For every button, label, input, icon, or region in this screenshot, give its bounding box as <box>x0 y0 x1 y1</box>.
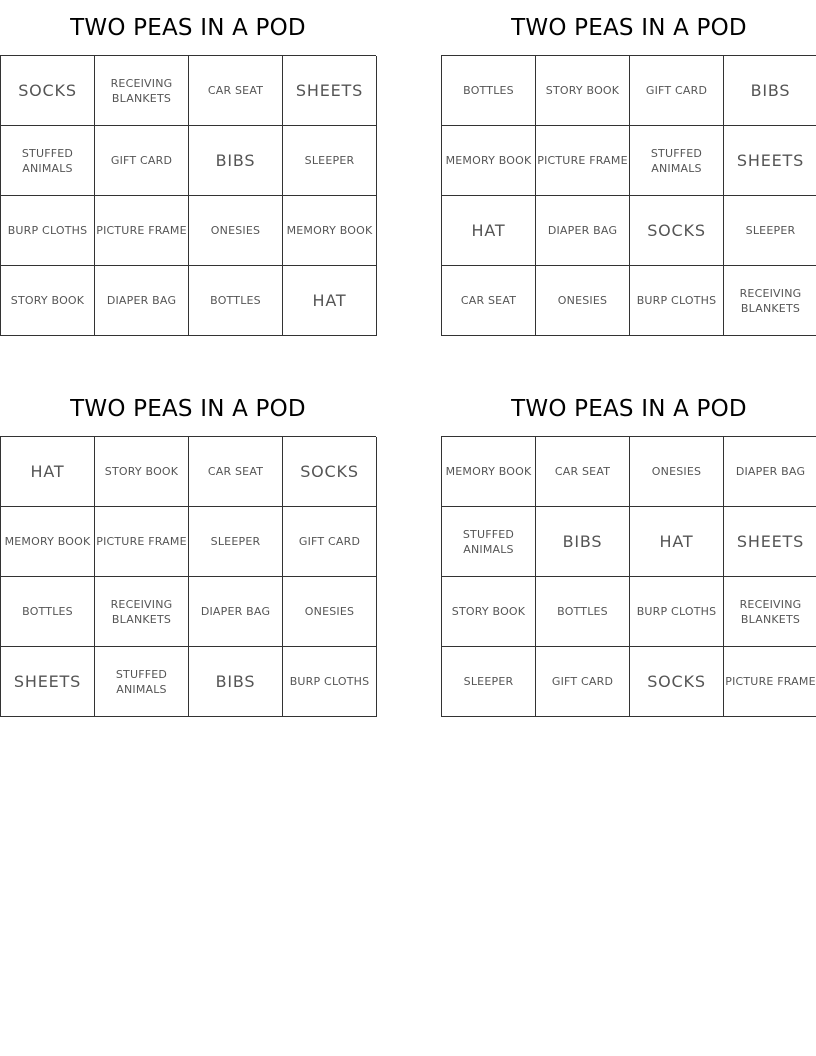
bingo-cell: SLEEPER <box>283 126 377 196</box>
bingo-cell: BIBS <box>189 647 283 717</box>
bingo-cell: CAR SEAT <box>189 437 283 507</box>
bingo-grid <box>441 436 816 717</box>
bingo-cell: HAT <box>630 507 724 577</box>
bingo-cell: RECEIVING BLANKETS <box>95 56 189 126</box>
bingo-cell: GIFT CARD <box>630 56 724 126</box>
bingo-cell: STUFFED ANIMALS <box>95 647 189 717</box>
bingo-cell: SHEETS <box>724 126 816 196</box>
bingo-cell: MEMORY BOOK <box>1 507 95 577</box>
card-title: TWO PEAS IN A POD <box>70 15 306 41</box>
bingo-cell: CAR SEAT <box>442 266 536 336</box>
bingo-cell: ONESIES <box>283 577 377 647</box>
bingo-cell: HAT <box>442 196 536 266</box>
bingo-cell: HAT <box>283 266 377 336</box>
bingo-cell: STUFFED ANIMALS <box>630 126 724 196</box>
bingo-cell: GIFT CARD <box>95 126 189 196</box>
bingo-grid <box>0 55 376 336</box>
bingo-cell: STORY BOOK <box>95 437 189 507</box>
bingo-cell: SHEETS <box>724 507 816 577</box>
bingo-cell: STORY BOOK <box>536 56 630 126</box>
bingo-cell: CAR SEAT <box>189 56 283 126</box>
bingo-cell: BOTTLES <box>442 56 536 126</box>
bingo-cell: GIFT CARD <box>536 647 630 717</box>
bingo-card-3 <box>0 381 376 717</box>
bingo-cell: PICTURE FRAME <box>724 647 816 717</box>
bingo-cell: SOCKS <box>630 196 724 266</box>
bingo-cell: BOTTLES <box>189 266 283 336</box>
bingo-cell: BOTTLES <box>536 577 630 647</box>
bingo-cell: RECEIVING BLANKETS <box>95 577 189 647</box>
bingo-card-4 <box>441 381 816 717</box>
bingo-cell: SOCKS <box>1 56 95 126</box>
bingo-cell: PICTURE FRAME <box>95 507 189 577</box>
bingo-cell: BURP CLOTHS <box>630 577 724 647</box>
bingo-cell: MEMORY BOOK <box>442 126 536 196</box>
bingo-cell: SHEETS <box>283 56 377 126</box>
bingo-cell: STUFFED ANIMALS <box>1 126 95 196</box>
bingo-grid <box>441 55 816 336</box>
card-title: TWO PEAS IN A POD <box>511 396 747 422</box>
bingo-cell: SLEEPER <box>442 647 536 717</box>
bingo-cell: BIBS <box>189 126 283 196</box>
bingo-cell: SOCKS <box>283 437 377 507</box>
bingo-cell: DIAPER BAG <box>95 266 189 336</box>
bingo-cell: BURP CLOTHS <box>1 196 95 266</box>
bingo-cell: BURP CLOTHS <box>630 266 724 336</box>
bingo-cell: ONESIES <box>536 266 630 336</box>
bingo-cell: BURP CLOTHS <box>283 647 377 717</box>
bingo-cell: BOTTLES <box>1 577 95 647</box>
bingo-cell: SLEEPER <box>724 196 816 266</box>
bingo-cell: PICTURE FRAME <box>95 196 189 266</box>
bingo-cell: DIAPER BAG <box>724 437 816 507</box>
bingo-cell: PICTURE FRAME <box>536 126 630 196</box>
bingo-cell: DIAPER BAG <box>536 196 630 266</box>
bingo-cell: ONESIES <box>630 437 724 507</box>
bingo-cell: STORY BOOK <box>1 266 95 336</box>
card-title: TWO PEAS IN A POD <box>511 15 747 41</box>
bingo-cell: BIBS <box>536 507 630 577</box>
bingo-cell: DIAPER BAG <box>189 577 283 647</box>
bingo-cell: MEMORY BOOK <box>283 196 377 266</box>
bingo-cell: SLEEPER <box>189 507 283 577</box>
bingo-cell: MEMORY BOOK <box>442 437 536 507</box>
bingo-cell: ONESIES <box>189 196 283 266</box>
bingo-cell: CAR SEAT <box>536 437 630 507</box>
bingo-grid <box>0 436 376 717</box>
bingo-cell: HAT <box>1 437 95 507</box>
bingo-cell: RECEIVING BLANKETS <box>724 266 816 336</box>
bingo-cell: SHEETS <box>1 647 95 717</box>
bingo-card-2 <box>441 0 816 336</box>
card-title: TWO PEAS IN A POD <box>70 396 306 422</box>
bingo-cell: RECEIVING BLANKETS <box>724 577 816 647</box>
bingo-cell: STUFFED ANIMALS <box>442 507 536 577</box>
bingo-cell: STORY BOOK <box>442 577 536 647</box>
bingo-cell: BIBS <box>724 56 816 126</box>
bingo-cell: SOCKS <box>630 647 724 717</box>
bingo-cell: GIFT CARD <box>283 507 377 577</box>
bingo-card-1 <box>0 0 376 336</box>
